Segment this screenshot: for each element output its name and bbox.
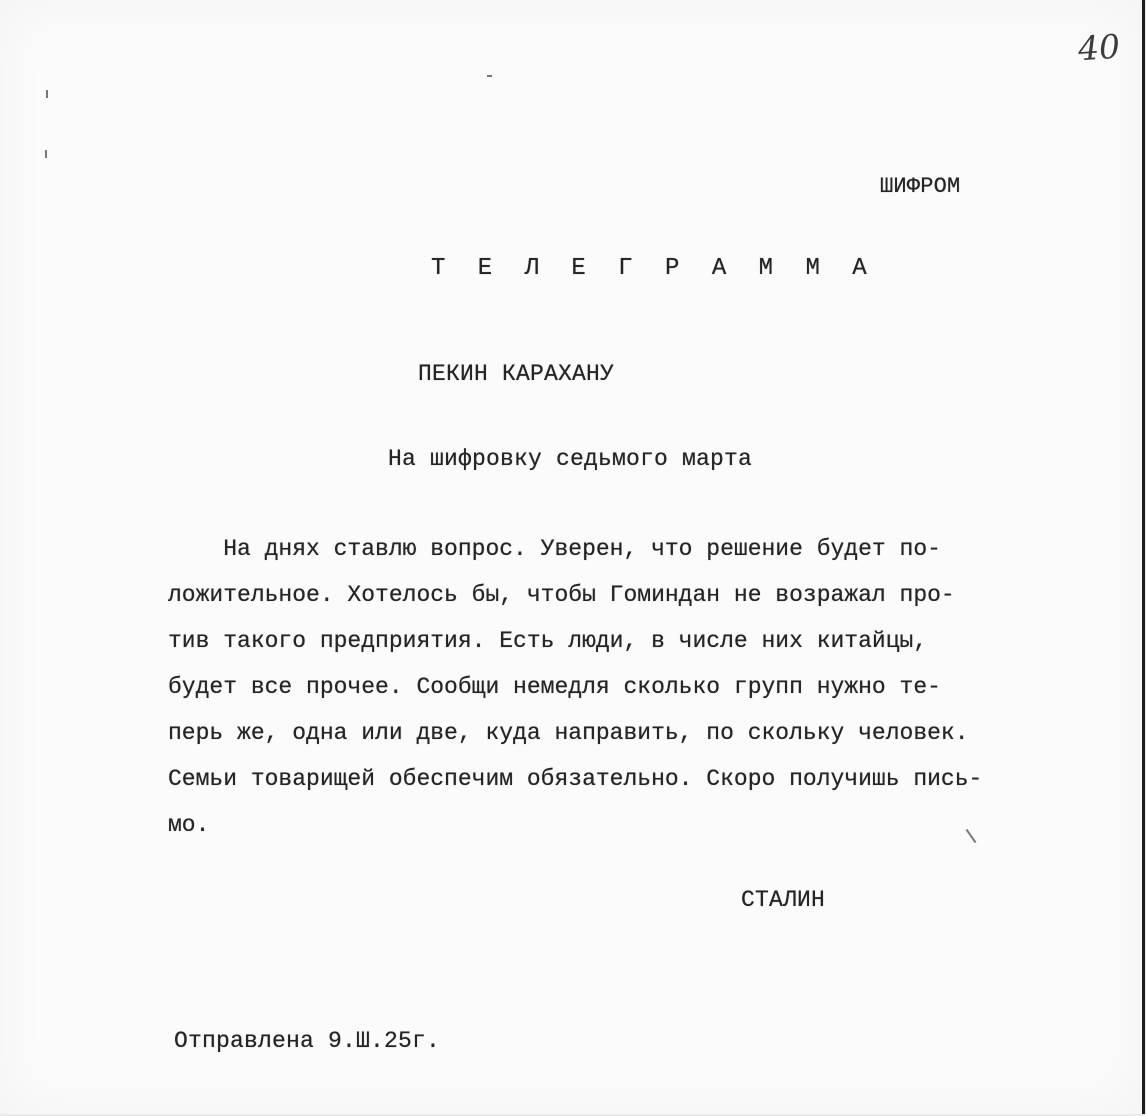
reference-line: На шифровку седьмого марта: [388, 446, 753, 472]
sent-date: Отправлена 9.Ш.25г.: [174, 1028, 441, 1054]
body-line: На днях ставлю вопрос. Уверен, что решение будет по-: [168, 536, 941, 562]
body-line: Семьи товарищей обеспечим обязательно. Скоро получишь пись-: [168, 766, 983, 792]
document-title: Т Е Л Е Г Р А М М А: [431, 255, 876, 282]
addressee-line: ПЕКИН КАРАХАНУ: [418, 361, 615, 387]
handwritten-page-number: 40: [1076, 26, 1122, 69]
body-line: перь же, одна или две, куда направить, по скольку человек.: [168, 720, 969, 746]
body-line: мо.: [168, 812, 210, 838]
body-line: ложительное. Хотелось бы, чтобы Гоминдан не возражал про-: [168, 582, 955, 608]
paper-speck: [45, 150, 47, 158]
telegram-body: [168, 526, 1068, 848]
paper-speck: [487, 75, 492, 77]
body-line: тив такого предприятия. Есть люди, в числе них китайцы,: [168, 628, 928, 654]
signature: СТАЛИН: [741, 887, 826, 913]
paper-speck: [46, 90, 48, 98]
body-line: будет все прочее. Сообщи немедля сколько групп нужно те-: [168, 674, 941, 700]
cipher-mark: ШИФРОМ: [880, 174, 961, 199]
